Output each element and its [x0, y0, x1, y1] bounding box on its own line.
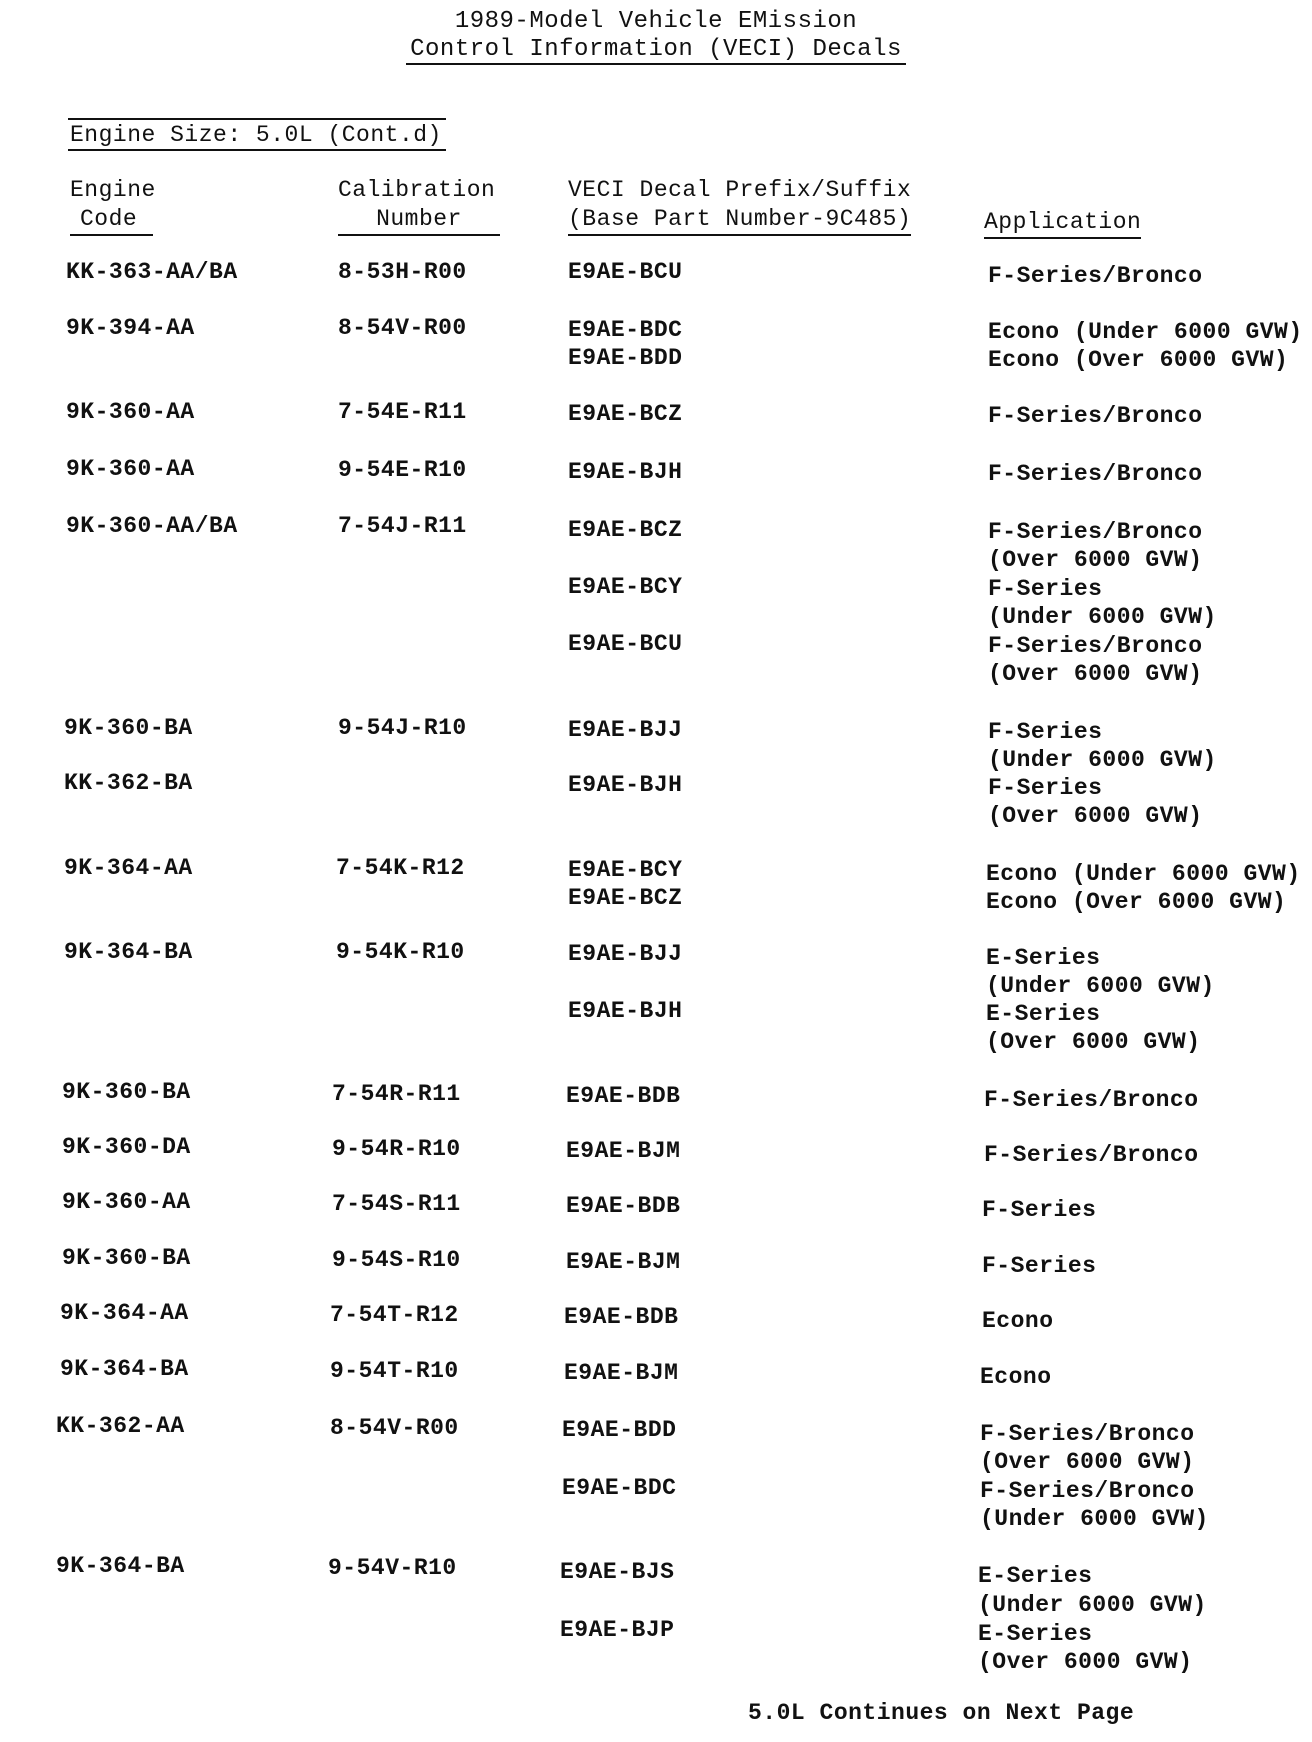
row-9-engine-code: 9K-360-DA: [62, 1134, 191, 1160]
row-15-decal-0: E9AE-BJS: [560, 1559, 675, 1585]
document-title-line-2: Control Information (VECI) Decals: [0, 36, 1312, 63]
row-15-application-2: E-Series: [978, 1621, 1093, 1647]
row-4-decal-2: E9AE-BCU: [568, 631, 683, 657]
row-5-decal-1: E9AE-BJH: [568, 772, 683, 798]
row-3-engine-code: 9K-360-AA: [66, 456, 195, 482]
row-7-application-1: (Under 6000 GVW): [986, 973, 1215, 999]
row-13-calibration: 9-54T-R10: [330, 1358, 459, 1384]
row-12-calibration: 7-54T-R12: [330, 1302, 459, 1328]
row-14-decal-1: E9AE-BDC: [562, 1475, 677, 1501]
row-3-calibration: 9-54E-R10: [338, 457, 467, 483]
row-9-calibration: 9-54R-R10: [332, 1136, 461, 1162]
row-5-application-0: F-Series: [988, 719, 1103, 745]
row-7-application-3: (Over 6000 GVW): [986, 1029, 1201, 1055]
row-8-engine-code: 9K-360-BA: [62, 1079, 191, 1105]
row-4-application-2: F-Series: [988, 576, 1103, 602]
row-9-application-0: F-Series/Bronco: [984, 1142, 1199, 1168]
row-12-engine-code: 9K-364-AA: [60, 1300, 189, 1326]
row-0-decal-0: E9AE-BCU: [568, 259, 683, 285]
row-5-engine-code-2: KK-362-BA: [64, 770, 193, 796]
row-1-calibration: 8-54V-R00: [338, 315, 467, 341]
continues-note: 5.0L Continues on Next Page: [748, 1700, 1135, 1726]
row-1-decal-1: E9AE-BDD: [568, 345, 683, 371]
row-15-application-1: (Under 6000 GVW): [978, 1592, 1207, 1618]
row-1-application-1: Econo (Over 6000 GVW): [988, 347, 1289, 373]
row-2-calibration: 7-54E-R11: [338, 399, 467, 425]
row-13-application-0: Econo: [980, 1364, 1052, 1390]
row-11-engine-code: 9K-360-BA: [62, 1245, 191, 1271]
row-12-decal-0: E9AE-BDB: [564, 1304, 679, 1330]
row-14-calibration: 8-54V-R00: [330, 1415, 459, 1441]
row-6-application-0: Econo (Under 6000 GVW): [986, 861, 1301, 887]
row-4-application-3: (Under 6000 GVW): [988, 604, 1217, 630]
row-8-calibration: 7-54R-R11: [332, 1081, 461, 1107]
row-3-decal-0: E9AE-BJH: [568, 459, 683, 485]
row-4-application-1: (Over 6000 GVW): [988, 547, 1203, 573]
row-13-engine-code: 9K-364-BA: [60, 1356, 189, 1382]
row-10-application-0: F-Series: [982, 1197, 1097, 1223]
row-6-decal-1: E9AE-BCZ: [568, 885, 683, 911]
row-1-application-0: Econo (Under 6000 GVW): [988, 319, 1303, 345]
row-14-application-0: F-Series/Bronco: [980, 1421, 1195, 1447]
row-4-decal-0: E9AE-BCZ: [568, 517, 683, 543]
row-8-application-0: F-Series/Bronco: [984, 1087, 1199, 1113]
row-5-application-1: (Under 6000 GVW): [988, 747, 1217, 773]
row-7-decal-1: E9AE-BJH: [568, 998, 683, 1024]
row-4-calibration: 7-54J-R11: [338, 513, 467, 539]
row-5-decal-0: E9AE-BJJ: [568, 717, 683, 743]
row-11-calibration: 9-54S-R10: [332, 1247, 461, 1273]
row-14-application-2: F-Series/Bronco: [980, 1478, 1195, 1504]
row-9-decal-0: E9AE-BJM: [566, 1138, 681, 1164]
row-2-decal-0: E9AE-BCZ: [568, 401, 683, 427]
row-15-engine-code: 9K-364-BA: [56, 1553, 185, 1579]
row-14-application-1: (Over 6000 GVW): [980, 1449, 1195, 1475]
row-6-engine-code: 9K-364-AA: [64, 855, 193, 881]
row-4-application-5: (Over 6000 GVW): [988, 661, 1203, 687]
row-14-application-3: (Under 6000 GVW): [980, 1506, 1209, 1532]
document-title-line-1: 1989-Model Vehicle EMission: [454, 8, 858, 35]
row-2-engine-code: 9K-360-AA: [66, 399, 195, 425]
row-6-decal-0: E9AE-BCY: [568, 857, 683, 883]
row-4-engine-code: 9K-360-AA/BA: [66, 513, 238, 539]
row-15-decal-1: E9AE-BJP: [560, 1617, 675, 1643]
row-4-application-4: F-Series/Bronco: [988, 633, 1203, 659]
row-5-calibration: 9-54J-R10: [338, 715, 467, 741]
row-10-engine-code: 9K-360-AA: [62, 1189, 191, 1215]
row-6-application-1: Econo (Over 6000 GVW): [986, 889, 1287, 915]
row-0-calibration: 8-53H-R00: [338, 259, 467, 285]
row-5-engine-code: 9K-360-BA: [64, 715, 193, 741]
row-7-calibration: 9-54K-R10: [336, 939, 465, 965]
row-4-application-0: F-Series/Bronco: [988, 519, 1203, 545]
header-engine-code: Engine Code: [70, 176, 156, 236]
row-4-decal-1: E9AE-BCY: [568, 574, 683, 600]
row-14-engine-code: KK-362-AA: [56, 1413, 185, 1439]
row-6-calibration: 7-54K-R12: [336, 855, 465, 881]
row-15-application-0: E-Series: [978, 1563, 1093, 1589]
row-7-decal-0: E9AE-BJJ: [568, 941, 683, 967]
row-5-application-3: (Over 6000 GVW): [988, 803, 1203, 829]
row-7-application-2: E-Series: [986, 1001, 1101, 1027]
header-application: Application: [984, 208, 1141, 239]
row-13-decal-0: E9AE-BJM: [564, 1360, 679, 1386]
row-10-calibration: 7-54S-R11: [332, 1191, 461, 1217]
row-15-calibration: 9-54V-R10: [328, 1555, 457, 1581]
row-14-decal-0: E9AE-BDD: [562, 1417, 677, 1443]
row-11-decal-0: E9AE-BJM: [566, 1249, 681, 1275]
row-0-application-0: F-Series/Bronco: [988, 263, 1203, 289]
row-2-application-0: F-Series/Bronco: [988, 403, 1203, 429]
row-7-application-0: E-Series: [986, 945, 1101, 971]
header-veci-decal: VECI Decal Prefix/Suffix (Base Part Number-9C485): [568, 176, 911, 236]
row-7-engine-code: 9K-364-BA: [64, 939, 193, 965]
row-11-application-0: F-Series: [982, 1253, 1097, 1279]
row-3-application-0: F-Series/Bronco: [988, 461, 1203, 487]
row-15-application-3: (Over 6000 GVW): [978, 1649, 1193, 1675]
row-10-decal-0: E9AE-BDB: [566, 1193, 681, 1219]
row-0-engine-code: KK-363-AA/BA: [66, 259, 238, 285]
row-12-application-0: Econo: [982, 1308, 1054, 1334]
header-calibration-number: Calibration Number: [338, 176, 500, 236]
row-8-decal-0: E9AE-BDB: [566, 1083, 681, 1109]
row-5-application-2: F-Series: [988, 775, 1103, 801]
row-1-decal-0: E9AE-BDC: [568, 317, 683, 343]
row-1-engine-code: 9K-394-AA: [66, 315, 195, 341]
engine-size-label: Engine Size: 5.0L (Cont.d): [68, 118, 446, 151]
